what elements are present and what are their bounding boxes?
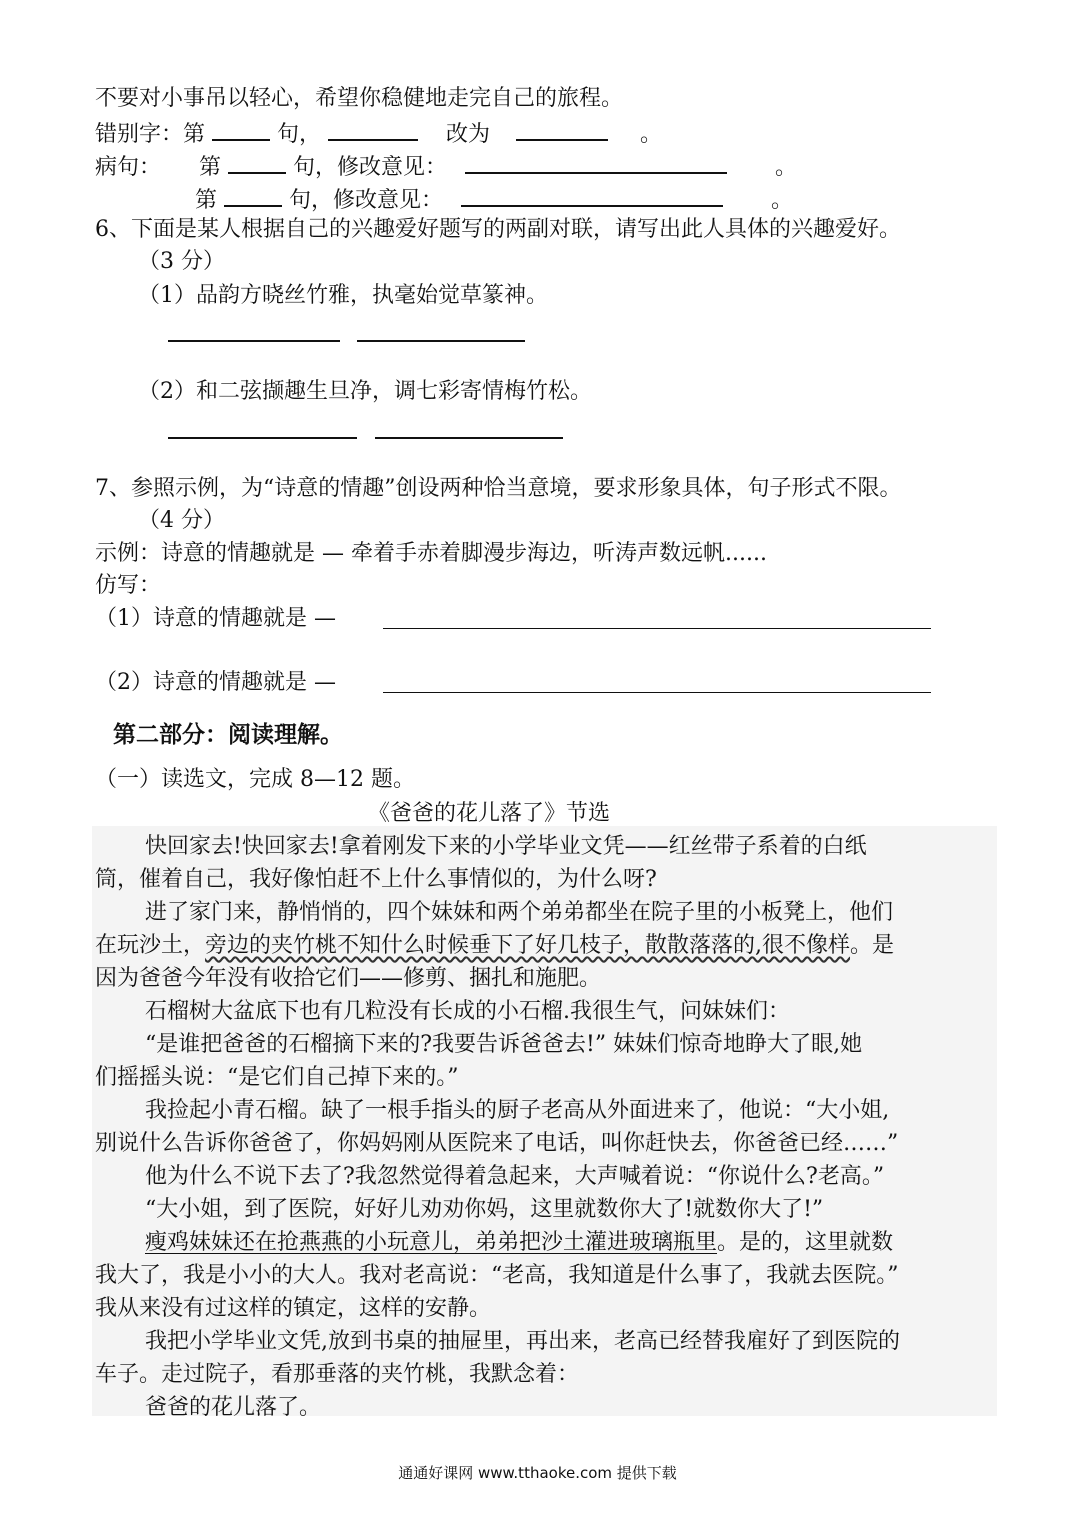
q5-sick-mid-2: 句，修改意见： [289,188,444,213]
q6-couplet-2: （2）和二弦撷趣生旦净，调七彩寄情梅竹松。 [138,379,592,404]
typo-sentence-blank[interactable] [212,117,270,141]
passage-line-13 [145,1228,893,1258]
passage-line-11: 他为什么不说下去了?我忽然觉得着急起来，大声喊着说：“你说什么?老高。” [145,1164,885,1189]
q5-sick-mid-1: 句，修改意见： [293,155,448,180]
passage-line-8: 们摇摇头说：“是它们自己掉下来的。” [95,1065,459,1090]
q6-couplet-1: （1）品韵方晓丝竹雅，执毫始觉草篆神。 [138,283,548,308]
sick-advice-blank-1[interactable] [465,150,727,174]
q5-sick-period-1: 。 [775,155,798,180]
q5-sick-label: 病句： [95,155,162,180]
q7-answer-blank-2[interactable] [383,692,931,693]
q5-sick-period-2: 。 [771,188,794,213]
q5-typo-mid1: 句， [277,122,322,147]
typo-wrong-char-blank[interactable] [328,117,418,141]
sick-sentence-blank-1[interactable] [228,150,286,174]
passage-line-18: 爸爸的花儿落了。 [145,1395,322,1420]
q7-item-2: （2）诗意的情趣就是 — [95,670,336,695]
q7-imitate-label: 仿写： [95,573,162,598]
q7-example: 示例：诗意的情趣就是 — 牵着手赤着脚漫步海边，听涛声数远帆...... [95,541,767,566]
passage-title: 《爸爸的花儿落了》节选 [368,801,611,826]
q6-answer-blank-1a[interactable] [168,340,340,342]
passage-line-10: 别说什么告诉你爸爸了，你妈妈刚从医院来了电话，叫你赶快去，你爸爸已经……” [95,1131,899,1156]
sick-sentence-blank-2[interactable] [224,183,282,207]
footer-credit: 通通好课网 www.tthaoke.com 提供下载 [398,1464,677,1482]
q7-score: （4 分） [138,508,225,533]
q5-di-2: 第 [195,188,218,213]
q7-answer-blank-1[interactable] [383,628,931,629]
passage-line-9: 我捡起小青石榴。缺了一根手指头的厨子老高从外面进来了，他说：“大小姐, [145,1098,890,1123]
typo-correct-char-blank[interactable] [516,117,608,141]
q6-answer-blank-2a[interactable] [168,437,357,439]
part2-subheading: （一）读选文，完成 8—12 题。 [95,767,415,792]
passage-line-1: 快回家去!快回家去!拿着刚发下来的小学毕业文凭——红丝带子系着的白纸 [145,834,867,859]
passage-line-16: 我把小学毕业文凭,放到书桌的抽屉里，再出来，老高已经替我雇好了到医院的 [145,1329,900,1354]
passage-line-5: 因为爸爸今年没有收拾它们——修剪、捆扎和施肥。 [95,966,602,991]
passage-line-4 [95,931,894,961]
q6-answer-blank-1b[interactable] [357,340,525,342]
q5-di-1: 第 [199,155,222,180]
passage-line-7: “是谁把爸爸的石榴摘下来的?我要告诉爸爸去!” 妹妹们惊奇地睁大了眼,她 [145,1032,863,1057]
wavy-underlined-sentence: 旁边的夹竹桃不知什么时候垂下了好几枝子，散散落落的,很不像样 [205,933,851,958]
q6-answer-blank-2b[interactable] [375,437,563,439]
q6-score: （3 分） [138,249,225,274]
q5-sick-line-1 [95,150,797,183]
passage-line-15: 我从来没有过这样的镇定，这样的安静。 [95,1296,492,1321]
part2-heading: 第二部分：阅读理解。 [113,722,343,748]
straight-underlined-sentence: 瘦鸡妹妹还在抢燕燕的小玩意儿，弟弟把沙土灌进玻璃瓶里 [145,1230,718,1255]
passage-line-13b: 。是的，这里就数 [717,1230,894,1255]
passage-line-6: 石榴树大盆底下也有几粒没有长成的小石榴.我很生气，问妹妹们： [145,999,790,1024]
q7-item-1: （1）诗意的情趣就是 — [95,606,336,631]
q5-intro-line: 不要对小事吊以轻心，希望你稳健地走完自己的旅程。 [95,86,624,111]
sick-advice-blank-2[interactable] [461,183,723,207]
q6-stem: 6、下面是某人根据自己的兴趣爱好题写的两副对联，请写出此人具体的兴趣爱好。 [95,217,901,242]
passage-line-2: 筒，催着自己，我好像怕赶不上什么事情似的，为什么呀? [95,867,657,892]
passage-line-14: 我大了，我是小小的大人。我对老高说：“老高，我知道是什么事了，我就去医院。” [95,1263,899,1288]
q5-typo-line [95,117,662,150]
passage-line-4a: 在玩沙土， [95,933,206,958]
passage-line-4c: 。是 [850,933,895,958]
q7-stem: 7、参照示例，为“诗意的情趣”创设两种恰当意境，要求形象具体，句子形式不限。 [95,476,902,501]
passage-line-3: 进了家门来，静悄悄的，四个妹妹和两个弟弟都坐在院子里的小板凳上，他们 [145,900,894,925]
q5-sick-line-2 [195,183,793,216]
q5-typo-period: 。 [640,122,663,147]
passage-line-12: “大小姐，到了医院，好好儿劝劝你妈，这里就数你大了!就数你大了!” [145,1197,824,1222]
passage-line-17: 车子。走过院子，看那垂落的夹竹桃，我默念着： [95,1362,580,1387]
q5-typo-label: 错别字：第 [95,122,206,147]
q5-typo-mid2: 改为 [446,122,491,147]
